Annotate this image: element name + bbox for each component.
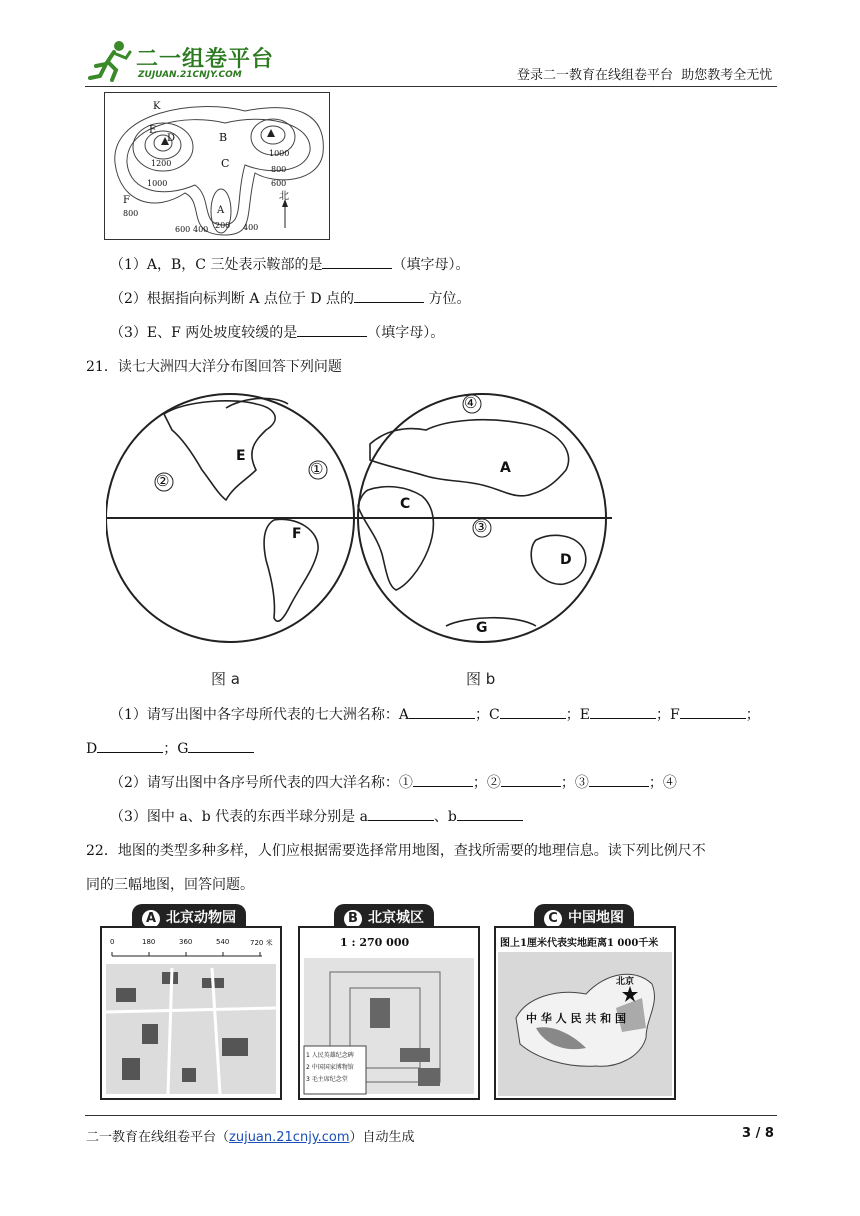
topo-label-f: F: [123, 195, 130, 206]
north-label: 北: [279, 191, 289, 202]
map-b-letter: B: [344, 910, 362, 928]
contour-1200: 1200: [151, 159, 172, 168]
contour-600-right: 600: [271, 179, 287, 188]
map-c-title: 中国地图: [568, 910, 624, 926]
scale-tick-180: 180: [142, 938, 156, 946]
logo-subtext: ZUJUAN.21CNJY.COM: [138, 70, 242, 80]
map-b-legend-3: 3 毛主席纪念堂: [306, 1076, 348, 1083]
map-c-frame: [494, 926, 676, 1100]
ocean-1: ①: [310, 460, 324, 478]
contour-800-left: 800: [123, 209, 139, 218]
q21-sub3: （3）图中 a、b 代表的东西半球分别是 a 、b: [110, 806, 523, 826]
contour-1000-left: 1000: [147, 179, 168, 188]
hemisphere-drawing: [106, 390, 612, 690]
ocean-3: ③: [474, 518, 488, 536]
topo-label-e: E: [149, 125, 157, 136]
map-c-letter: C: [544, 910, 562, 928]
continent-f: F: [292, 526, 302, 542]
topo-label-b: B: [219, 131, 228, 144]
answer-blank[interactable]: [322, 254, 392, 269]
q21-title: 21．读七大洲四大洋分布图回答下列问题: [86, 359, 342, 375]
contour-200: 200: [215, 221, 231, 230]
city-map-drawing: [300, 928, 478, 1098]
map-a-frame: [100, 926, 282, 1100]
answer-blank[interactable]: [500, 704, 566, 719]
map-b-legend-2: 2 中国国家博物馆: [306, 1064, 354, 1071]
scale-tick-360: 360: [179, 938, 193, 946]
topo-label-c: C: [221, 157, 230, 170]
map-b-scale: 1 : 270 000: [340, 936, 410, 949]
map-c: [494, 904, 676, 1100]
country-label: 中 华 人 民 共 和 国: [526, 1012, 626, 1025]
continent-g: G: [476, 620, 488, 636]
q21-sub2: （2）请写出图中各序号所代表的四大洋名称：① ；② ；③ ；④: [110, 772, 677, 792]
header-divider: [85, 86, 777, 87]
logo-text: 二一组卷平台: [136, 47, 275, 72]
continent-d: D: [560, 552, 572, 568]
continent-a: A: [500, 460, 511, 476]
map-a-title: 北京动物园: [166, 910, 236, 926]
answer-blank[interactable]: [368, 806, 434, 821]
contour-map: [104, 92, 330, 240]
answer-blank[interactable]: [97, 738, 163, 753]
answer-blank[interactable]: [409, 704, 475, 719]
answer-blank[interactable]: [188, 738, 254, 753]
caption-a: 图 a: [211, 670, 240, 688]
continent-e: E: [236, 448, 246, 464]
answer-blank[interactable]: [297, 322, 367, 337]
runner-logo-icon: [86, 38, 136, 82]
q22-title-line1: 22．地图的类型多种多样，人们应根据需要选择常用地图，查找所需要的地理信息。读下列比例尺不: [86, 843, 706, 859]
caption-b: 图 b: [466, 670, 496, 688]
topo-label-a: A: [217, 205, 225, 216]
map-a-letter: A: [142, 910, 160, 928]
footer-link[interactable]: zujuan.21cnjy.com: [229, 1130, 350, 1145]
contour-1000-right: 1000: [269, 149, 290, 158]
hemisphere-map: [106, 390, 612, 690]
ocean-2: ②: [156, 472, 170, 490]
topo-label-k: K: [153, 101, 161, 112]
beijing-label: 北京: [616, 977, 635, 987]
scale-tick-720: 720 米: [250, 939, 273, 947]
header-slogan: 登录二一教育在线组卷平台 助您教考全无忧: [517, 68, 773, 83]
page-number: 3 / 8: [742, 1126, 774, 1141]
q20-sub2: （2）根据指向标判断 A 点位于 D 点的 方位。: [110, 288, 471, 308]
contour-map-drawing: [105, 93, 329, 239]
q20-sub3: （3）E、F 两处坡度较缓的是 （填字母）。: [110, 322, 444, 342]
answer-blank[interactable]: [680, 704, 746, 719]
q21-sub1-cont: D ；G: [86, 738, 254, 758]
continent-c: C: [400, 496, 411, 512]
ocean-4: ④: [464, 394, 478, 412]
footer-left: 二一教育在线组卷平台（zujuan.21cnjy.com）自动生成: [86, 1130, 415, 1145]
contour-600-bottom: 600: [175, 225, 191, 234]
contour-800-right: 800: [271, 165, 287, 174]
topo-label-d: D: [167, 133, 176, 144]
answer-blank[interactable]: [501, 772, 561, 787]
answer-blank[interactable]: [589, 772, 649, 787]
map-b-legend-1: 1 人民英雄纪念碑: [306, 1052, 354, 1059]
footer-divider: [85, 1115, 777, 1116]
answer-blank[interactable]: [457, 806, 523, 821]
answer-blank[interactable]: [354, 288, 424, 303]
q21-sub1: （1）请写出图中各字母所代表的七大洲名称：A ；C ；E ；F ；: [110, 704, 760, 724]
map-b-title: 北京城区: [368, 910, 424, 926]
scale-tick-0: 0: [110, 938, 115, 946]
contour-400-bottom: 400: [193, 225, 209, 234]
map-b: [298, 904, 480, 1100]
map-a: [100, 904, 282, 1100]
answer-blank[interactable]: [413, 772, 473, 787]
contour-400-right: 400: [243, 223, 259, 232]
zoo-map-drawing: [102, 928, 280, 1098]
map-b-frame: [298, 926, 480, 1100]
q22-title-line2: 同的三幅地图，回答问题。: [86, 877, 254, 893]
q20-sub1: （1）A，B，C 三处表示鞍部的是 （填字母）。: [110, 254, 469, 274]
map-c-scale-text: 图上1厘米代表实地距离1 000千米: [500, 938, 659, 949]
header-logo: [86, 38, 286, 84]
scale-tick-540: 540: [216, 938, 230, 946]
answer-blank[interactable]: [590, 704, 656, 719]
